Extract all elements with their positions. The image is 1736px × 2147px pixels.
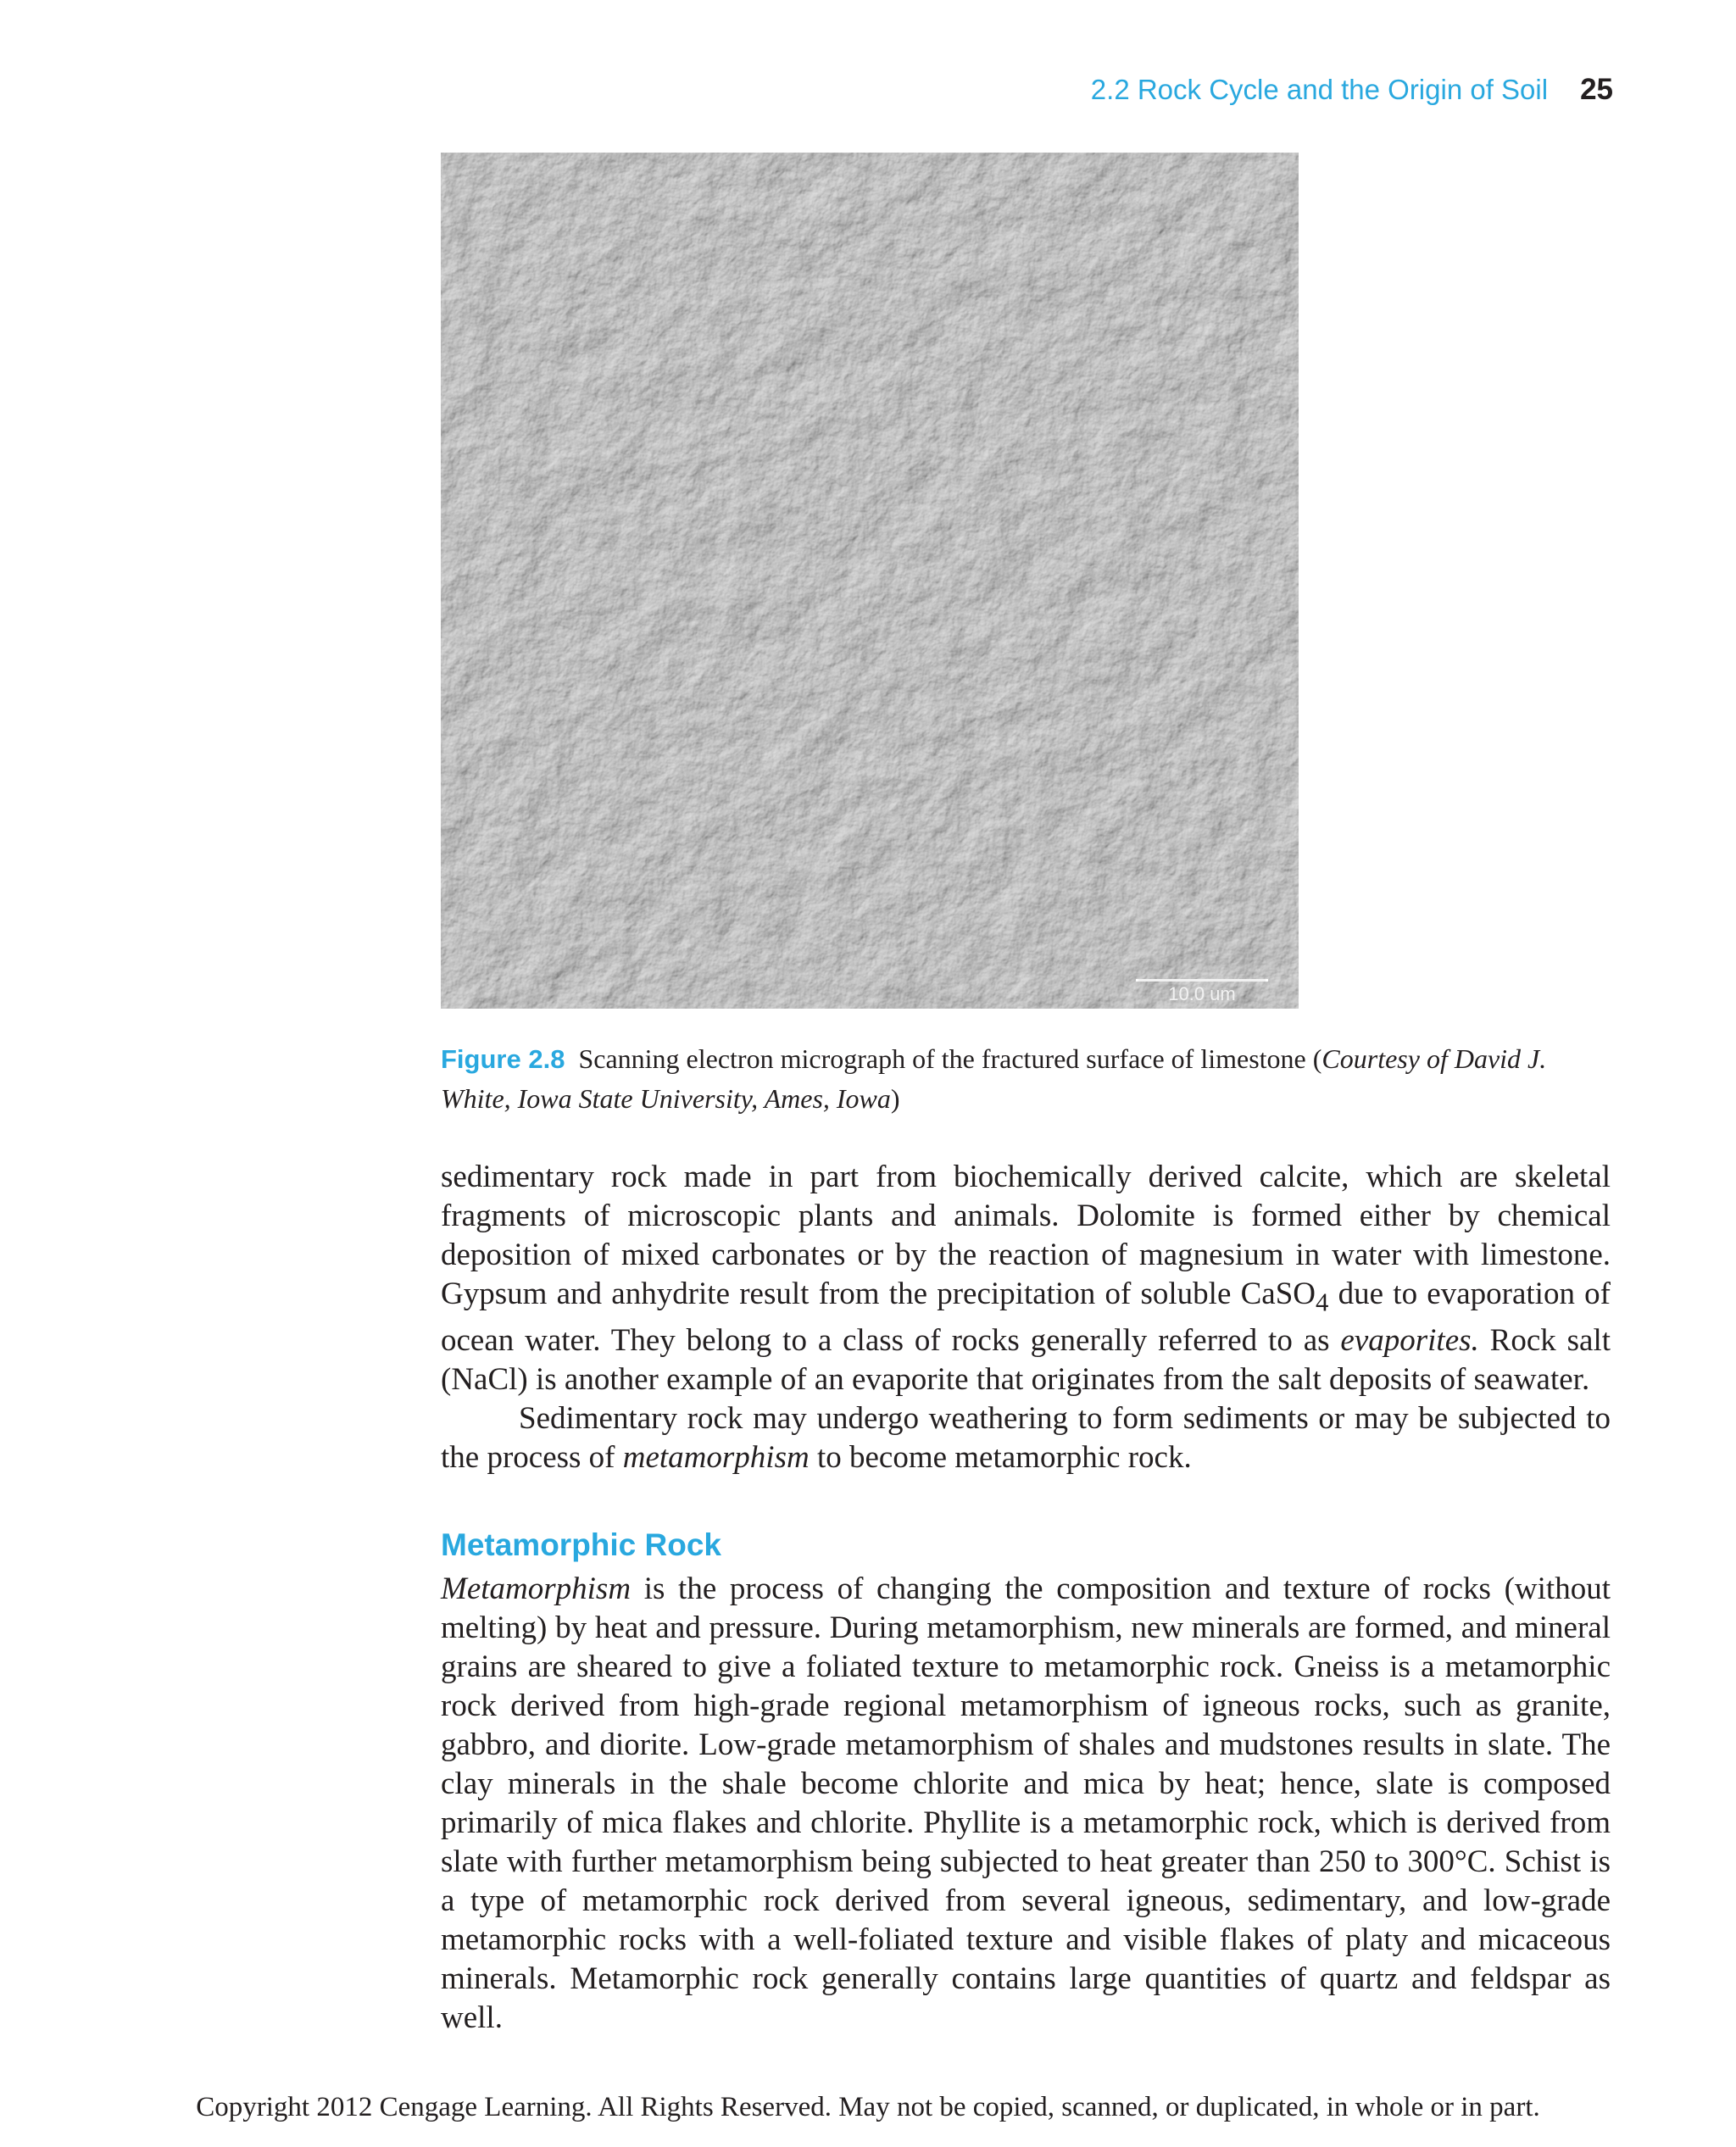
micrograph-image [441, 153, 1299, 1009]
term-metamorphism-lead: Metamorphism [441, 1571, 632, 1606]
running-head [1091, 73, 1613, 107]
para3-text: is the process of changing the composition and texture of rocks (without melting) by heat and pressure. During metamorphism, new minerals are formed, and mineral grains are sheared to give a foliated texture to metamorphic rock. Gneiss is a metamorphic rock derived from high-grade regional metamorphism of igneous rocks, such as granite, gabbro, and diorite. Low-grade metamorphism of shales and mudstones results in slate. The clay minerals in the shale become chlorite and mica by heat; hence, slate is composed primarily of mica flakes and chlorite. Phyllite is a metamorphic rock, which is derived from slate with further metamorphism being subjected to heat greater than 250 to 300°C. Schist is a type of metamorphic rock derived from several igneous, sedimentary, and low-grade metamorphic rocks with a well-foliated texture and visible flakes of platy and micaceous minerals. Metamorphic rock generally contains large quantities of quartz and feldspar as well. [441, 1571, 1611, 2035]
para2-text-2: to become metamorphic rock. [809, 1440, 1192, 1476]
section-heading: Metamorphic Rock [441, 1527, 722, 1562]
figure-caption [441, 1039, 1611, 1119]
body-text-metamorphic [441, 1570, 1611, 2038]
scale-bar [1136, 979, 1268, 1005]
term-evaporites: evaporites. [1340, 1323, 1479, 1359]
caption-text: Scanning electron micrograph of the fractured surface of limestone ( [578, 1043, 1322, 1074]
copyright-footer: Copyright 2012 Cengage Learning. All Rights Reserved. May not be copied, scanned, or duplicated, in whole or in part. [196, 2092, 1540, 2122]
caso4-subscript: 4 [1316, 1288, 1329, 1317]
term-metamorphism: metamorphism [622, 1440, 810, 1476]
para1-text-3: Rock salt (NaCl) is another example of an evaporite that originates from the salt deposits of seawater. [441, 1323, 1611, 1398]
para1-text-2: due to evaporation of ocean water. They belong to a class of rocks generally referred to as [441, 1277, 1611, 1359]
paragraph-sedimentary [441, 1158, 1611, 1399]
scale-bar-label: 10.0 um [1168, 983, 1236, 1004]
scale-bar-line [1136, 979, 1268, 982]
page-number: 25 [1580, 73, 1613, 106]
running-head-section-title: 2.2 Rock Cycle and the Origin of Soil [1090, 74, 1549, 105]
para1-text-1: sedimentary rock made in part from biochemically derived calcite, which are skeletal fragments of microscopic plants and animals. Dolomite is formed either by chemical deposition of mixed carbonates or by the reaction of magnesium in water with limestone. Gypsum and anhydrite result from the precipitation of soluble CaSO [441, 1160, 1611, 1311]
micrograph-texture [441, 153, 1299, 1009]
para2-text-1: Sedimentary rock may undergo weathering to form sediments or may be subjected to the process of [441, 1401, 1611, 1476]
paragraph-weathering [441, 1399, 1611, 1477]
figure-label: Figure 2.8 [441, 1044, 565, 1074]
caption-credit: Courtesy of David J. White, Iowa State University, Ames, Iowa [441, 1043, 1547, 1114]
caption-close: ) [890, 1083, 900, 1114]
body-text-top [441, 1158, 1611, 1477]
paragraph-metamorphic [441, 1570, 1611, 2038]
